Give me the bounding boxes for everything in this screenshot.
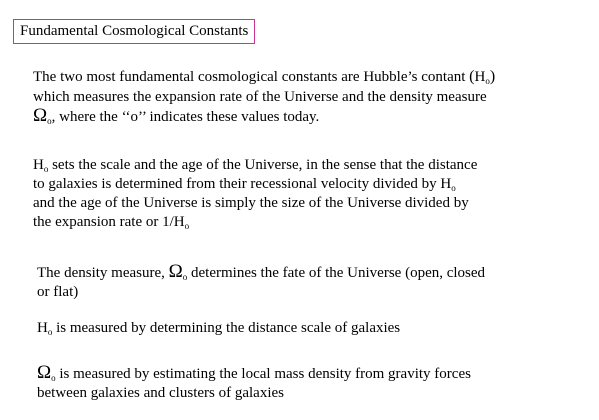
text: to galaxies is determined from their recessional velocity divided by	[33, 176, 437, 192]
paragraph-omega-measure	[37, 362, 471, 403]
line: and the age of the Universe is simply the size of the Universe divided by	[33, 195, 469, 211]
line	[33, 67, 495, 87]
subscript-o: o	[485, 76, 490, 86]
slide-title: Fundamental Cosmological Constants	[13, 19, 255, 44]
line: between galaxies and clusters of galaxies	[37, 385, 284, 401]
subscript-o: o	[451, 183, 456, 193]
line	[37, 319, 400, 338]
symbol-omega: Ω	[33, 105, 48, 126]
paragraph-hubble-intro	[33, 67, 495, 127]
subscript-o: o	[51, 373, 56, 383]
symbol-h: H	[474, 69, 486, 85]
line: or flat)	[37, 284, 79, 300]
text: sets the scale and the age of the Universe, in the sense that the distance	[52, 157, 478, 173]
paragraph-hubble-scale	[33, 156, 477, 232]
symbol-h: H	[440, 176, 452, 192]
line	[37, 362, 471, 384]
symbol-one-over: 1/	[162, 214, 174, 230]
paragraph-hubble-measure	[37, 319, 400, 338]
subscript-o: o	[182, 272, 188, 282]
line	[37, 261, 486, 283]
paren-open: (	[469, 68, 475, 85]
text: The density measure,	[37, 265, 165, 281]
symbol-omega: Ω	[37, 362, 52, 383]
line: which measures the expansion rate of the Universe and the density measure	[33, 89, 487, 105]
paragraph-density-fate	[37, 261, 486, 302]
symbol-h: H	[33, 157, 44, 173]
text: is measured by determining the distance scale of galaxies	[56, 320, 401, 336]
text: is measured by estimating the local mass density from gravity forces	[59, 366, 471, 382]
text: determines the fate of the Universe (open, closed	[191, 265, 486, 281]
line	[33, 107, 495, 127]
subscript-o: o	[47, 327, 53, 337]
subscript-o: o	[47, 116, 52, 126]
subscript-o: o	[184, 221, 190, 231]
line	[33, 213, 477, 232]
symbol-h: H	[173, 214, 185, 230]
text: The two most fundamental cosmological constants are Hubble’s contant	[33, 69, 466, 85]
symbol-h: H	[37, 320, 48, 336]
line	[33, 175, 477, 194]
symbol-omega: Ω	[168, 261, 183, 282]
line	[33, 156, 477, 175]
subscript-o: o	[43, 164, 49, 174]
text: , where the ‘‘o’’ indicates these values today.	[51, 109, 320, 125]
text: the expansion rate or	[33, 214, 159, 230]
paren-close: )	[489, 68, 496, 85]
